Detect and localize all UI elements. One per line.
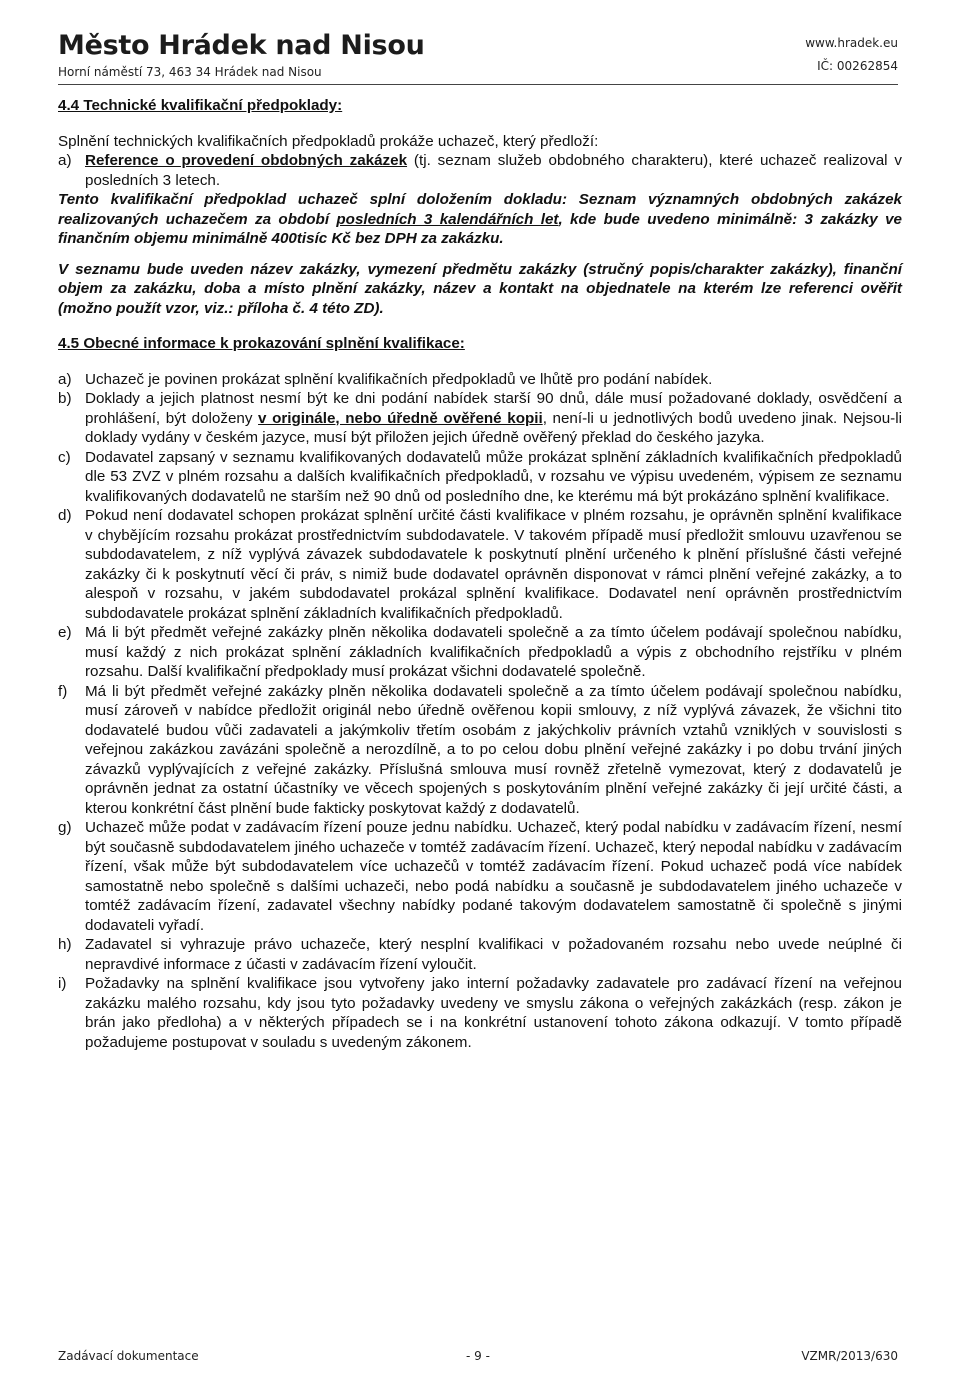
header-divider [58,84,898,85]
item-a-bold: Reference o provedení obdobných zakázek [85,152,408,169]
list-item: e) Má li být předmět veřejné zakázky plněn několika dodavateli společně a za tímto účelem podávají společnou nabídku, musí každý z nich prokázat splnění základních kvalifikačních předpokladů a výpis z obchodního rejstříku v plném rozsahu. Další kvalifikační předpoklady musí prokázat všichni dodavatelé společně. [58,624,902,680]
list-item: b) Doklady a jejich platnost nesmí být ke dni podání nabídek starší 90 dnů, dále musí požadované doklady, osvědčení a prohlášení, být doloženy v originále, nebo úředně ověřené kopii, není-li u jednotlivých bodů uvedeno jinak. Nejsou-li doklady vydány v českém jazyce, musí být přiložen jejich úředně ověřený překlad do českého jazyka. [58,390,902,446]
section-4-4-paragraph-1: Tento kvalifikační předpoklad uchazeč splní doložením dokladu: Seznam významných obdobných zakázek realizovaných uchazečem za období posledních 3 kalendářních let, kde bude uvedeno minimálně: 3 zakázky ve finančním objemu minimálně 400tisíc Kč bez DPH za zakázku. [58,191,902,247]
list-item: i) Požadavky na splnění kvalifikace jsou vytvořeny jako interní požadavky zadavatele pro zadávací řízení na veřejnou zakázku malého rozsahu, kdy jsou tyto požadavky uvedeny ve smyslu zákona o veřejných zakázkách (resp. zákon je brán jako předloha) a v některých případech se i na konkrétní ustanovení tohoto zákona odkazují. V tomto případě požadujeme postupovat v souladu s uvedeným zákonem. [58,975,902,1051]
header-website[interactable]: www.hradek.eu [805,36,898,50]
section-4-5-title: 4.5 Obecné informace k prokazování splnění kvalifikace: [58,335,465,352]
header-address: Horní náměstí 73, 463 34 Hrádek nad Nisou [58,65,322,79]
section-4-4-item-a [58,151,902,190]
list-item: h) Zadavatel si vyhrazuje právo uchazeče, který nesplní kvalifikaci v požadovaném rozsahu nebo uvede neúplné či nepravdivé informace z účasti v zadávacím řízení vyloučit. [58,936,902,973]
header-title: Město Hrádek nad Nisou [58,30,425,61]
list-item: d) Pokud není dodavatel schopen prokázat splnění určité části kvalifikace v plném rozsahu, je oprávněn splnění kvalifikace v chybějícím rozsahu prokázat prostřednictvím subdodavatele. V takovém případě musí předložit smlouvu uzavřenou se subdodavatelem, z níž vyplývá závazek subdodavatele k poskytnutí plnění určeného k plnění příslušné části veřejné zakázky či k poskytnutí věcí či práv, s nimiž bude dodavatel oprávněn disponovat v rámci plnění veřejné zakázky, a to alespoň v rozsahu, v jakém subdodavatel prokázal splnění kvalifikace. Dodavatel není oprávněn prostřednictvím subdodavatele prokázat splnění základních kvalifikačních předpokladů. [58,507,902,622]
header-ico: IČ: 00262854 [817,59,898,73]
section-4-4-intro: Splnění technických kvalifikačních předpokladů prokáže uchazeč, který předloží: [58,132,599,150]
list-item: f) Má li být předmět veřejné zakázky plněn několika dodavateli společně a za tímto účelem podávají společnou nabídku, musí zároveň v nabídce předložit originál nebo úředně ověřenou kopii smlouvy, z níž vyplývá závazek, že všichni tito dodavatelé budou vůči zadavateli a jakýmkoliv třetím osobám z jakýchkoliv právních vztahů vzniklých v souvislosti s veřejnou zakázkou zavázáni společně a nerozdílně, a to po celou dobu plnění veřejné zakázky i po dobu trvání jiných závazků vyplývajících z veřejné zakázky. Příslušná smlouva musí rovněž zřetelně vymezovat, který z dodavatelů je oprávněn jednat za ostatní účastníky ve věcech spojených s poskytováním plnění veřejné zakázky či její určité části, a kterou konkrétní část plnění bude fakticky poskytovat každý z dodavatelů. [58,682,902,817]
item-a-rest: (tj. seznam služeb obdobného charakteru), které uchazeč realizoval v posledních 3 letech. [85,152,903,189]
section-4-4-title: 4.4 Technické kvalifikační předpoklady: [58,97,343,114]
footer-page-number: - 9 - [466,1349,490,1363]
list-item: c) Dodavatel zapsaný v seznamu kvalifikovaných dodavatelů může prokázat splnění základních kvalifikačních předpokladů dle 53 ZVZ v plném rozsahu a dalších kvalifikačních předpokladů, v rozsahu ve výpisu uvedeném, výpisem ze seznamu kvalifikovaných dodavatelů ne starším než 90 dnů od posledního dne, ke kterému má být prokázáno splnění kvalifikace. [58,448,902,505]
section-4-4-paragraph-2: V seznamu bude uveden název zakázky, vymezení předmětu zakázky (stručný popis/charakter zakázky), finanční objem za zakázku, doba a místo plnění zakázky, název a kontakt na objednatele na kterém lze referenci ověřit (možno použít vzor, viz.: příloha č. 4 této ZD). [58,260,902,317]
list-item: a) Uchazeč je povinen prokázat splnění kvalifikačních předpokladů ve lhůtě pro podání nabídek. [58,370,713,388]
footer-reference: VZMR/2013/630 [801,1349,898,1363]
item-marker: a) [58,152,72,169]
footer-doc-name: Zadávací dokumentace [58,1349,199,1363]
document-content [58,96,902,1052]
list-item: g) Uchazeč může podat v zadávacím řízení pouze jednu nabídku. Uchazeč, který podal nabídku v zadávacím řízení, nesmí být současně subdodavatelem jiného uchazeče v tomtéž zadávacím řízení. Uchazeč, který nepodal nabídku v zadávacím řízení, však může být subdodavatelem více uchazečů v tomtéž zadávacím řízení. Pokud uchazeč podá více nabídek samostatně nebo společně s dalšími uchazeči, nebo podá nabídku a současně je subdodavatelem jiného uchazeče v tomtéž zadávacím řízení, zadavatel všechny nabídky podané takovým dodavatelem samostatně či společně s jinými dodavateli vyřadí. [58,819,902,934]
